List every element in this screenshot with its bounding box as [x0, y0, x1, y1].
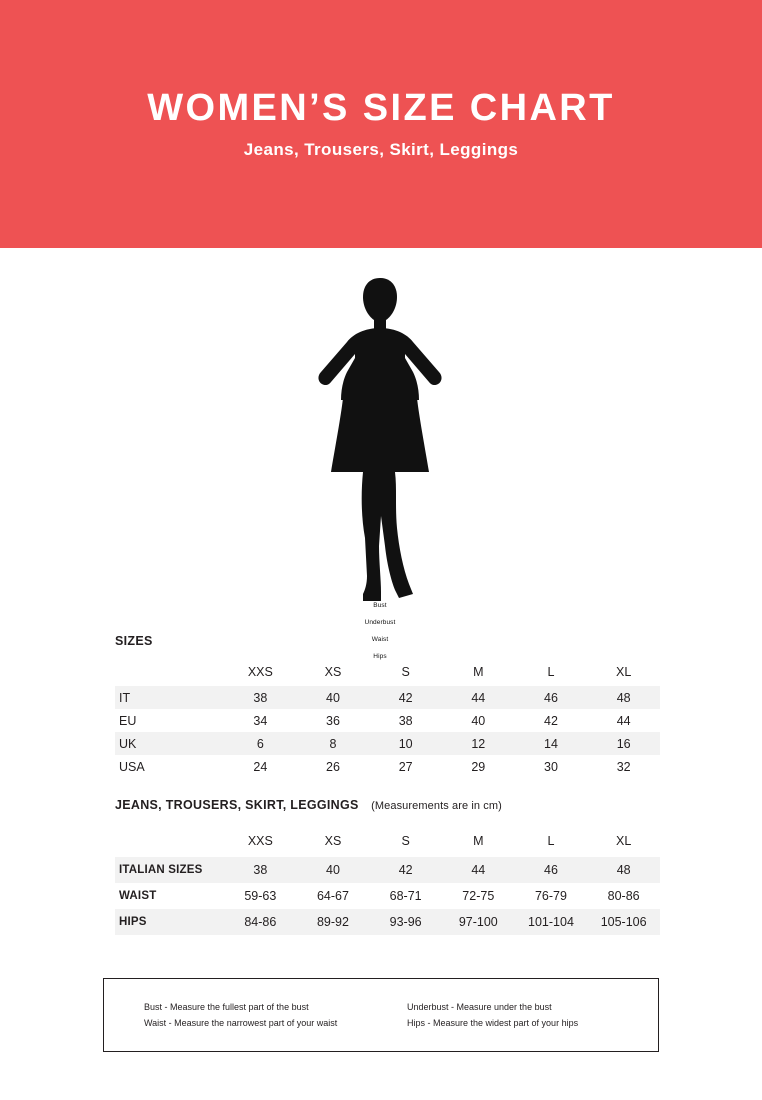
sizes-header-xl: XL — [615, 664, 632, 679]
cell: 40 — [297, 857, 370, 883]
instruction-hips: Hips - Measure the widest part of your hips — [407, 1018, 579, 1028]
measurements-row-label-hips: HIPS — [115, 909, 224, 935]
cell: 97-100 — [442, 909, 515, 935]
measurements-header-blank — [115, 828, 224, 857]
measurements-header-xs: XS — [324, 834, 342, 848]
measurements-title: JEANS, TROUSERS, SKIRT, LEGGINGS — [115, 798, 359, 812]
cell: 29 — [471, 759, 486, 774]
cell: 40 — [471, 713, 486, 728]
measurement-labels — [349, 601, 411, 661]
cell: 26 — [326, 759, 340, 774]
measurement-instructions-box — [103, 978, 659, 1052]
page-header — [0, 0, 762, 248]
sizes-header-s: S — [401, 664, 410, 679]
measurements-note: (Measurements are in cm) — [371, 800, 502, 812]
cell: 38 — [398, 713, 413, 728]
table-row — [115, 857, 660, 883]
cell: 42 — [544, 713, 558, 728]
sizes-row-label-eu: EU — [119, 713, 137, 728]
cell: 44 — [616, 713, 631, 728]
cell: 8 — [297, 732, 370, 755]
label-bust: Bust — [349, 601, 411, 610]
page-title: WOMEN’S SIZE CHART — [147, 87, 615, 130]
sizes-row-label-uk: UK — [115, 732, 224, 755]
cell: 30 — [544, 759, 558, 774]
cell: 42 — [369, 857, 442, 883]
measurements-row-label-italian-sizes: ITALIAN SIZES — [115, 857, 224, 883]
table-row — [115, 732, 660, 755]
measurements-header-xl: XL — [615, 834, 632, 848]
table-row — [115, 883, 660, 909]
label-waist: Waist — [349, 635, 411, 644]
cell: 14 — [515, 732, 588, 755]
sizes-header-row — [115, 660, 660, 686]
cell: 44 — [442, 686, 515, 709]
cell: 42 — [369, 686, 442, 709]
body-silhouette — [305, 276, 455, 606]
page-subtitle: Jeans, Trousers, Skirt, Leggings — [243, 139, 519, 159]
instruction-waist: Waist - Measure the narrowest part of your waist — [144, 1018, 338, 1028]
cell: 27 — [398, 759, 413, 774]
table-row — [115, 686, 660, 709]
table-row — [115, 709, 660, 732]
sizes-header-xs: XS — [324, 664, 342, 679]
sizes-title: SIZES — [115, 634, 153, 648]
measurements-header-xxs: XXS — [247, 834, 273, 848]
instruction-bust: Bust - Measure the fullest part of the bust — [144, 1002, 309, 1012]
measurements-header-l: L — [547, 834, 555, 848]
label-hips: Hips — [349, 652, 411, 661]
measurements-section — [0, 796, 762, 935]
sizes-header-m: M — [473, 664, 484, 679]
sizes-header-l: L — [547, 664, 555, 679]
sizes-header-blank — [115, 660, 224, 686]
cell: 24 — [253, 759, 268, 774]
cell: 36 — [326, 713, 340, 728]
cell: 105-106 — [587, 909, 660, 935]
cell: 38 — [224, 857, 297, 883]
cell: 32 — [616, 759, 631, 774]
cell: 93-96 — [369, 909, 442, 935]
cell: 46 — [515, 686, 588, 709]
cell: 34 — [253, 713, 268, 728]
cell: 48 — [587, 857, 660, 883]
cell: 80-86 — [607, 889, 640, 903]
cell: 64-67 — [316, 889, 349, 903]
cell: 48 — [587, 686, 660, 709]
cell: 16 — [587, 732, 660, 755]
measurements-title-row — [115, 796, 762, 814]
cell: 76-79 — [534, 889, 567, 903]
cell: 12 — [442, 732, 515, 755]
cell: 46 — [515, 857, 588, 883]
cell: 68-71 — [389, 889, 422, 903]
measurements-table — [115, 828, 660, 935]
sizes-row-label-usa: USA — [119, 759, 145, 774]
sizes-table — [115, 660, 660, 778]
measurements-header-s: S — [401, 834, 410, 848]
sizes-header-xxs: XXS — [247, 664, 273, 679]
instructions-right-column — [407, 999, 622, 1031]
cell: 40 — [297, 686, 370, 709]
cell: 84-86 — [224, 909, 297, 935]
instructions-left-column — [144, 999, 359, 1031]
table-row — [115, 909, 660, 935]
cell: 101-104 — [515, 909, 588, 935]
cell: 6 — [224, 732, 297, 755]
cell: 44 — [442, 857, 515, 883]
cell: 59-63 — [244, 889, 277, 903]
instruction-underbust: Underbust - Measure under the bust — [407, 1002, 552, 1012]
cell: 10 — [369, 732, 442, 755]
label-underbust: Underbust — [349, 618, 411, 627]
measurements-row-label-waist: WAIST — [119, 890, 157, 902]
cell: 72-75 — [462, 889, 495, 903]
measurements-header-m: M — [473, 834, 484, 848]
measurements-header-row — [115, 828, 660, 857]
cell: 89-92 — [297, 909, 370, 935]
sizes-row-label-it: IT — [115, 686, 224, 709]
table-row — [115, 755, 660, 778]
cell: 38 — [224, 686, 297, 709]
